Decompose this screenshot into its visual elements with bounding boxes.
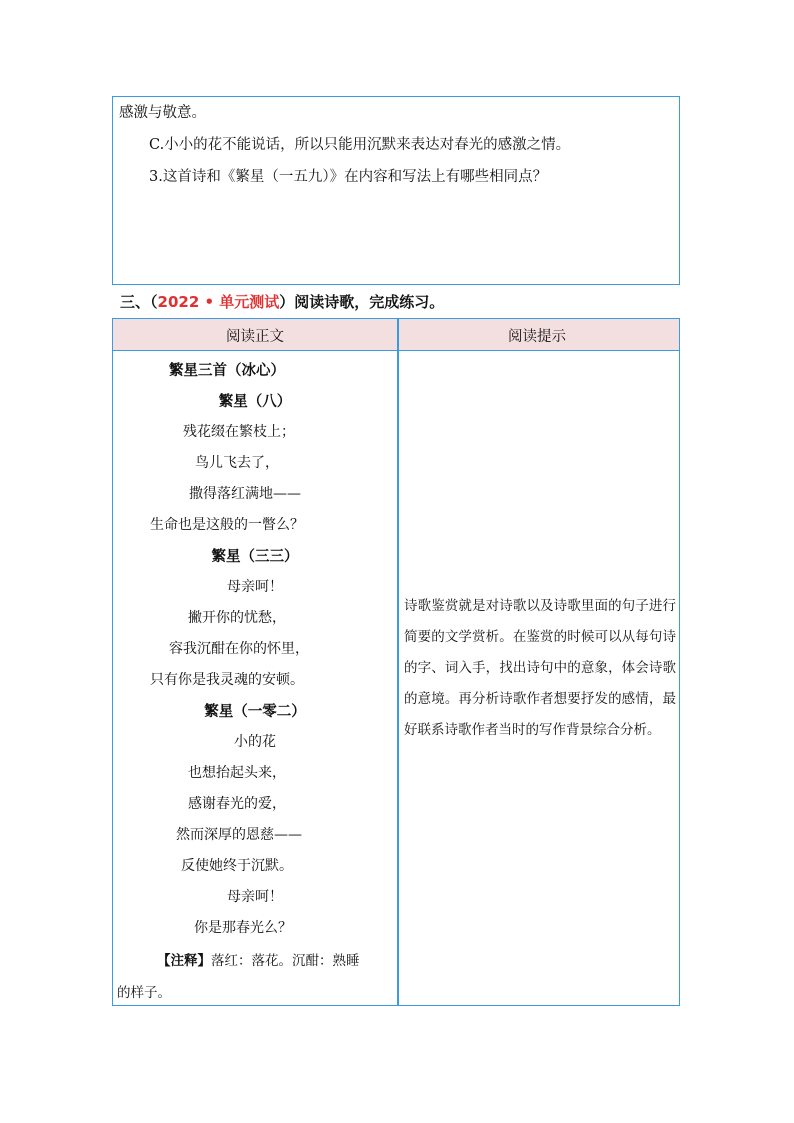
poem-line: 母亲呵！ bbox=[227, 579, 283, 595]
annotation: 【注释】落红：落花。沉酣：熟睡 bbox=[157, 953, 360, 969]
poem-line: 然而深厚的恩慈—— bbox=[176, 827, 302, 843]
poem-line: 生命也是这般的一瞥么？ bbox=[150, 517, 304, 533]
annotation-continued: 的样子。 bbox=[117, 985, 171, 1001]
column-divider bbox=[397, 319, 399, 1005]
poem-line: 只有你是我灵魂的安顿。 bbox=[150, 672, 304, 688]
poem-line: 你是那春光么？ bbox=[194, 920, 292, 936]
previous-question-box bbox=[112, 96, 680, 285]
source-tag: 2022 • 单元测试 bbox=[157, 293, 280, 311]
col-header-text: 阅读正文 bbox=[226, 329, 284, 345]
poem-line: 也想抬起头来， bbox=[188, 765, 286, 781]
poem-line: 容我沉酣在你的怀里， bbox=[169, 641, 309, 657]
poem-title-8: 繁星（八） bbox=[218, 394, 292, 410]
poem-line: 反使她终于沉默。 bbox=[181, 858, 293, 874]
poem-main-title: 繁星三首（冰心） bbox=[169, 363, 285, 379]
poem-title-33: 繁星（三三） bbox=[211, 549, 299, 565]
poem-line: 撒得落红满地—— bbox=[189, 486, 301, 502]
poem-line: 母亲呵！ bbox=[227, 889, 283, 905]
poem-title-102: 繁星（一零二） bbox=[204, 704, 306, 720]
reading-table bbox=[112, 318, 680, 1006]
poem-line: 残花缀在繁枝上； bbox=[183, 424, 295, 440]
poem-line: 小的花 bbox=[234, 734, 276, 750]
section-heading: 三、（2022 • 单元测试）阅读诗歌，完成练习。 bbox=[120, 293, 445, 311]
table-header bbox=[113, 319, 679, 351]
poem-line: 鸟儿飞去了， bbox=[195, 455, 279, 471]
reading-hint: 诗歌鉴赏就是对诗歌以及诗歌里面的句子进行简要的文学赏析。在鉴赏的时候可以从每句诗的字、词入手，找出诗句中的意象，体会诗歌的意境。再分析诗歌作者想要抒发的感情，最好联系诗歌作者当时的写作背景综合分析。 bbox=[404, 598, 676, 738]
question-3: 3.这首诗和《繁星（一五九）》在内容和写法上有哪些相同点？ bbox=[149, 169, 548, 185]
option-c: C.小小的花不能说话，所以只能用沉默来表达对春光的感激之情。 bbox=[149, 137, 571, 153]
poem-line: 感谢春光的爱， bbox=[188, 796, 286, 812]
col-header-hint: 阅读提示 bbox=[508, 329, 566, 345]
answer-continuation: 感激与敬意。 bbox=[119, 105, 206, 121]
poem-line: 撇开你的忧愁， bbox=[188, 610, 286, 626]
